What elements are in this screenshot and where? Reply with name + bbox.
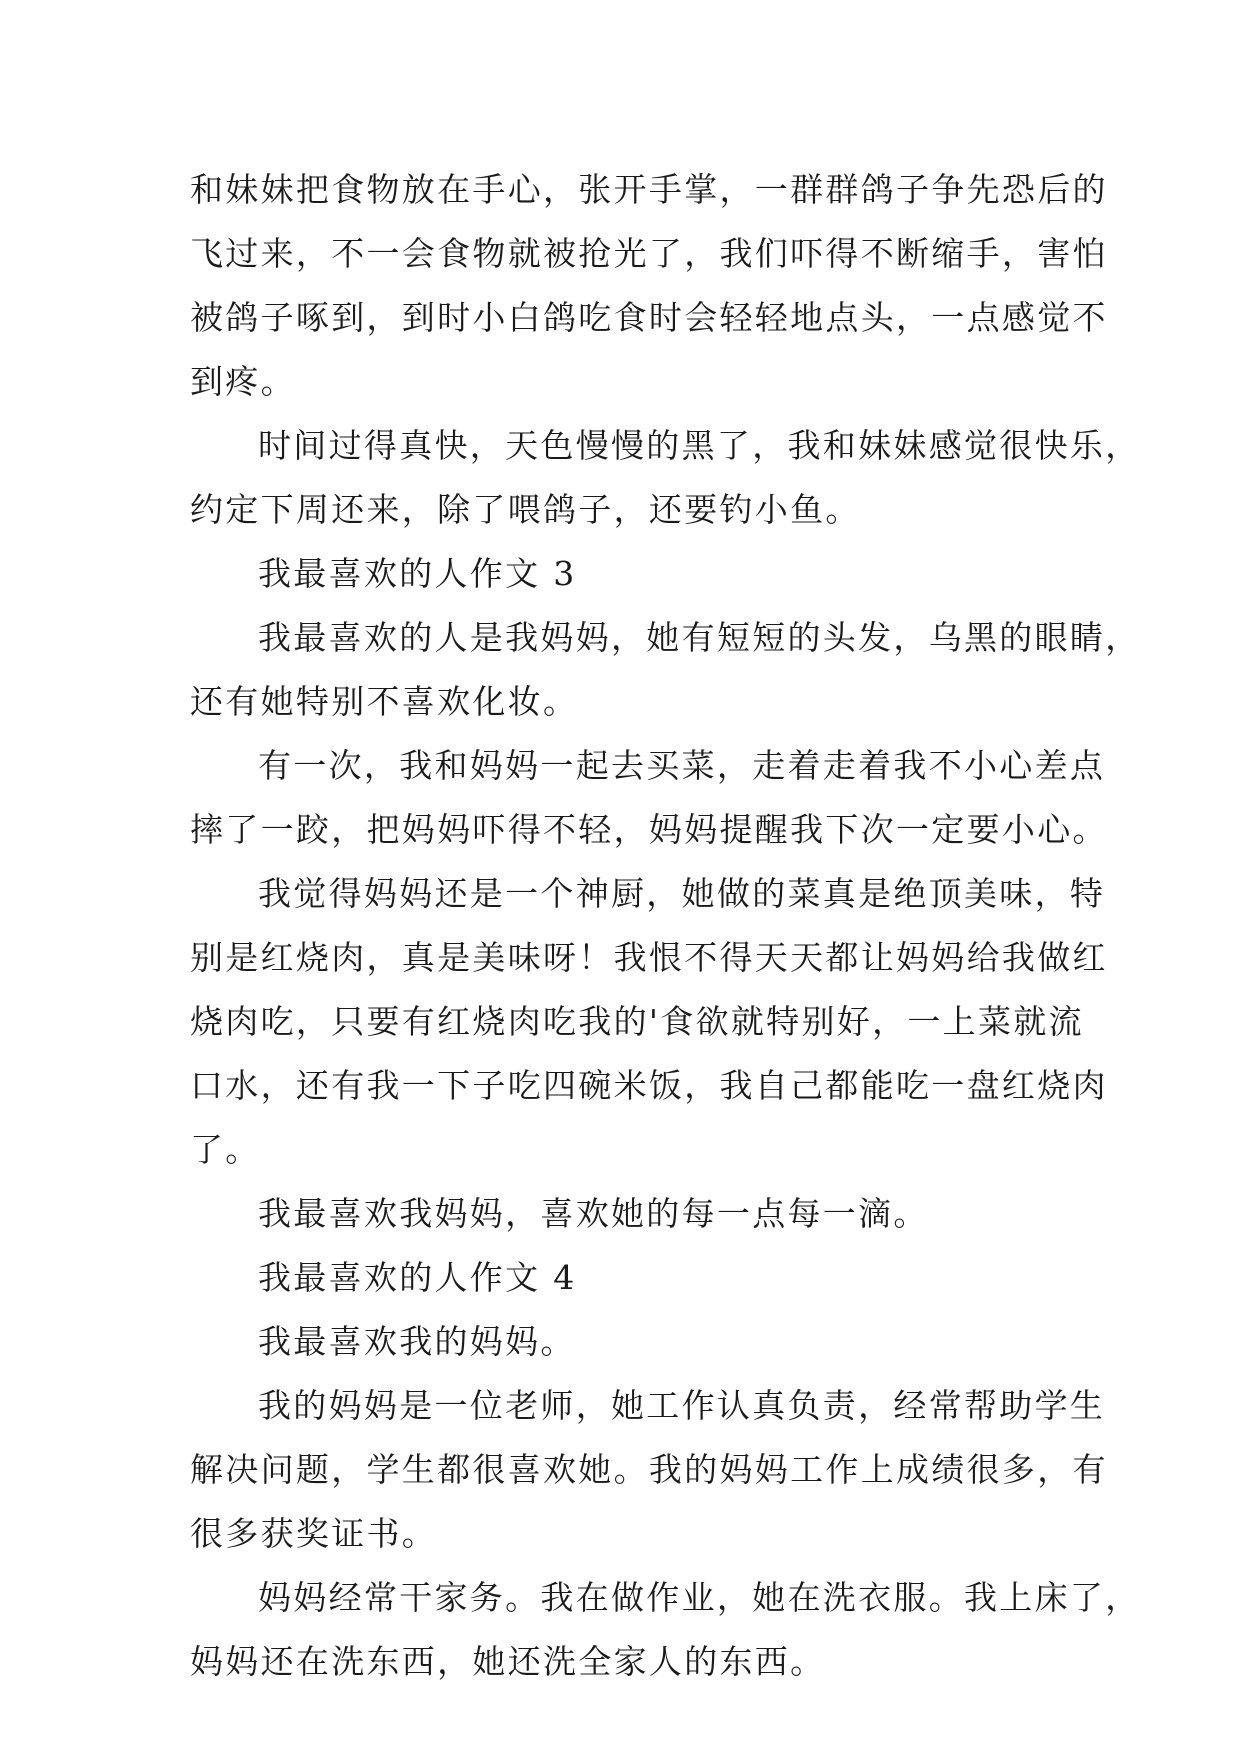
text-line: 和妹妹把食物放在手心，张开手掌，一群群鸽子争先恐后的 [190,170,1108,209]
text-line: 有一次，我和妈妈一起去买菜，走着走着我不小心差点 [258,746,1106,785]
text-line: 我的妈妈是一位老师，她工作认真负责，经常帮助学生 [258,1386,1106,1425]
text-line: 我最喜欢我妈妈，喜欢她的每一点每一滴。 [258,1194,929,1233]
text-line: 了。 [190,1130,261,1169]
text-line: 被鸽子啄到，到时小白鸽吃食时会轻轻地点头，一点感觉不 [190,298,1108,337]
text-line: 口水，还有我一下子吃四碗米饭，我自己都能吃一盘红烧肉 [190,1066,1108,1105]
text-line: 很多获奖证书。 [190,1514,438,1553]
text-line: 还有她特别不喜欢化妆。 [190,682,579,721]
text-line: 摔了一跤，把妈妈吓得不轻，妈妈提醒我下次一定要小心。 [190,810,1108,849]
text-line: 时间过得真快，天色慢慢的黑了，我和妹妹感觉很快乐， [258,426,1141,465]
text-line: 我最喜欢的人是我妈妈，她有短短的头发，乌黑的眼睛， [258,618,1141,657]
text-line: 飞过来，不一会食物就被抢光了，我们吓得不断缩手，害怕 [190,234,1108,273]
text-line: 约定下周还来，除了喂鸽子，还要钓小鱼。 [190,490,861,529]
text-line: 解决问题，学生都很喜欢她。我的妈妈工作上成绩很多，有 [190,1450,1108,1489]
document-body [190,158,1141,1694]
section-heading: 我最喜欢的人作文 3 [258,554,577,593]
text-line: 我觉得妈妈还是一个神厨，她做的菜真是绝顶美味，特 [258,874,1106,913]
section-heading: 我最喜欢的人作文 4 [258,1258,577,1297]
text-line: 妈妈还在洗东西，她还洗全家人的东西。 [190,1642,826,1681]
text-line: 妈妈经常干家务。我在做作业，她在洗衣服。我上床了， [258,1578,1141,1617]
text-line: 烧肉吃，只要有红烧肉吃我的'食欲就特别好，一上菜就流 [190,1002,1084,1041]
text-line: 我最喜欢我的妈妈。 [258,1322,576,1361]
text-line: 别是红烧肉，真是美味呀！我恨不得天天都让妈妈给我做红 [190,938,1108,977]
text-line: 到疼。 [190,362,296,401]
